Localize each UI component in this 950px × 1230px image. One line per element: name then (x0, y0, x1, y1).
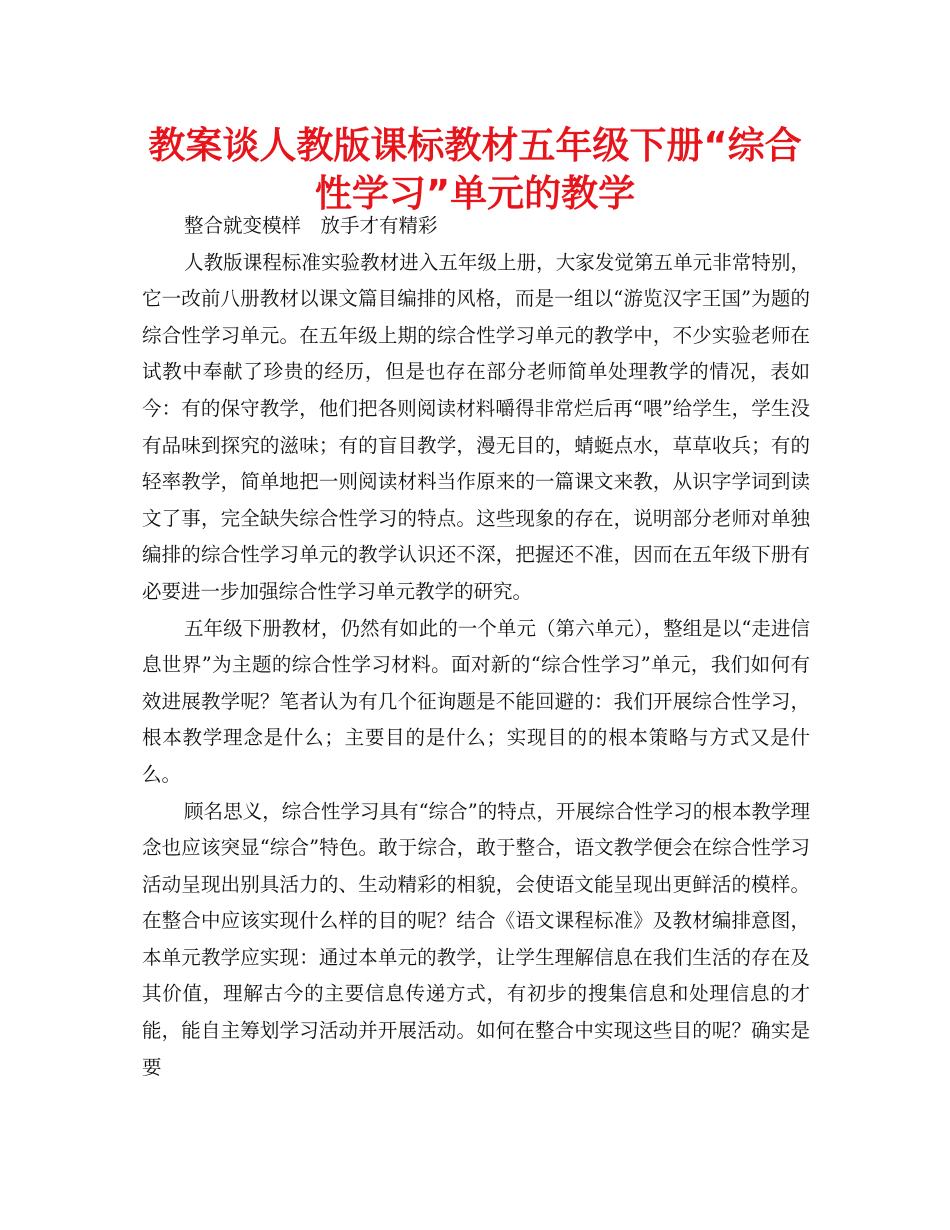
paragraph-1: 人教版课程标准实验教材进入五年级上册，大家发觉第五单元非常特别，它一改前八册教材以课文篇目编排的风格，而是一组以“游览汉字王国”为题的综合性学习单元。在五年级上期的综合性学习单元的教学中，不少实验老师在试教中奉献了珍贵的经历，但是也存在部分老师简单处理教学的情况，表如今：有的保守教学，他们把各则阅读材料嚼得非常烂后再“喂”给学生，学生没有品味到探究的滋味；有的盲目教学，漫无目的，蜻蜓点水，草草收兵；有的轻率教学，简单地把一则阅读材料当作原来的一篇课文来教，从识字学词到读文了事，完全缺失综合性学习的特点。这些现象的存在，说明部分老师对单独编排的综合性学习单元的教学认识还不深，把握还不准，因而在五年级下册有必要进一步加强综合性学习单元教学的研究。 (142, 250, 810, 603)
document-subtitle: 整合就变模样 放手才有精彩 (184, 214, 438, 237)
paragraph-3: 顾名思义，综合性学习具有“综合”的特点，开展综合性学习的根本教学理念也应该突显“综合”特色。敢于综合，敢于整合，语文教学便会在综合性学习活动呈现出别具活力的、生动精彩的相貌，会使语文能呈现出更鲜活的模样。在整合中应该实现什么样的目的呢？结合《语文课程标准》及教材编排意图，本单元教学应实现：通过本单元的教学，让学生理解信息在我们生活的存在及其价值，理解古今的主要信息传递方式，有初步的搜集信息和处理信息的才能，能自主筹划学习活动并开展活动。如何在整合中实现这些目的呢？确实是要 (142, 799, 810, 1079)
document-title: 教案谈人教版课标教材五年级下册“综合性学习”单元的教学 (148, 124, 802, 215)
document-body (142, 208, 810, 1086)
paragraph-2: 五年级下册教材，仍然有如此的一个单元（第六单元），整组是以“走进信息世界”为主题的综合性学习材料。面对新的“综合性学习”单元，我们如何有效进展教学呢？笔者认为有几个征询题是不能回避的：我们开展综合性学习，根本教学理念是什么；主要目的是什么；实现目的的根本策略与方式又是什么。 (142, 616, 810, 786)
